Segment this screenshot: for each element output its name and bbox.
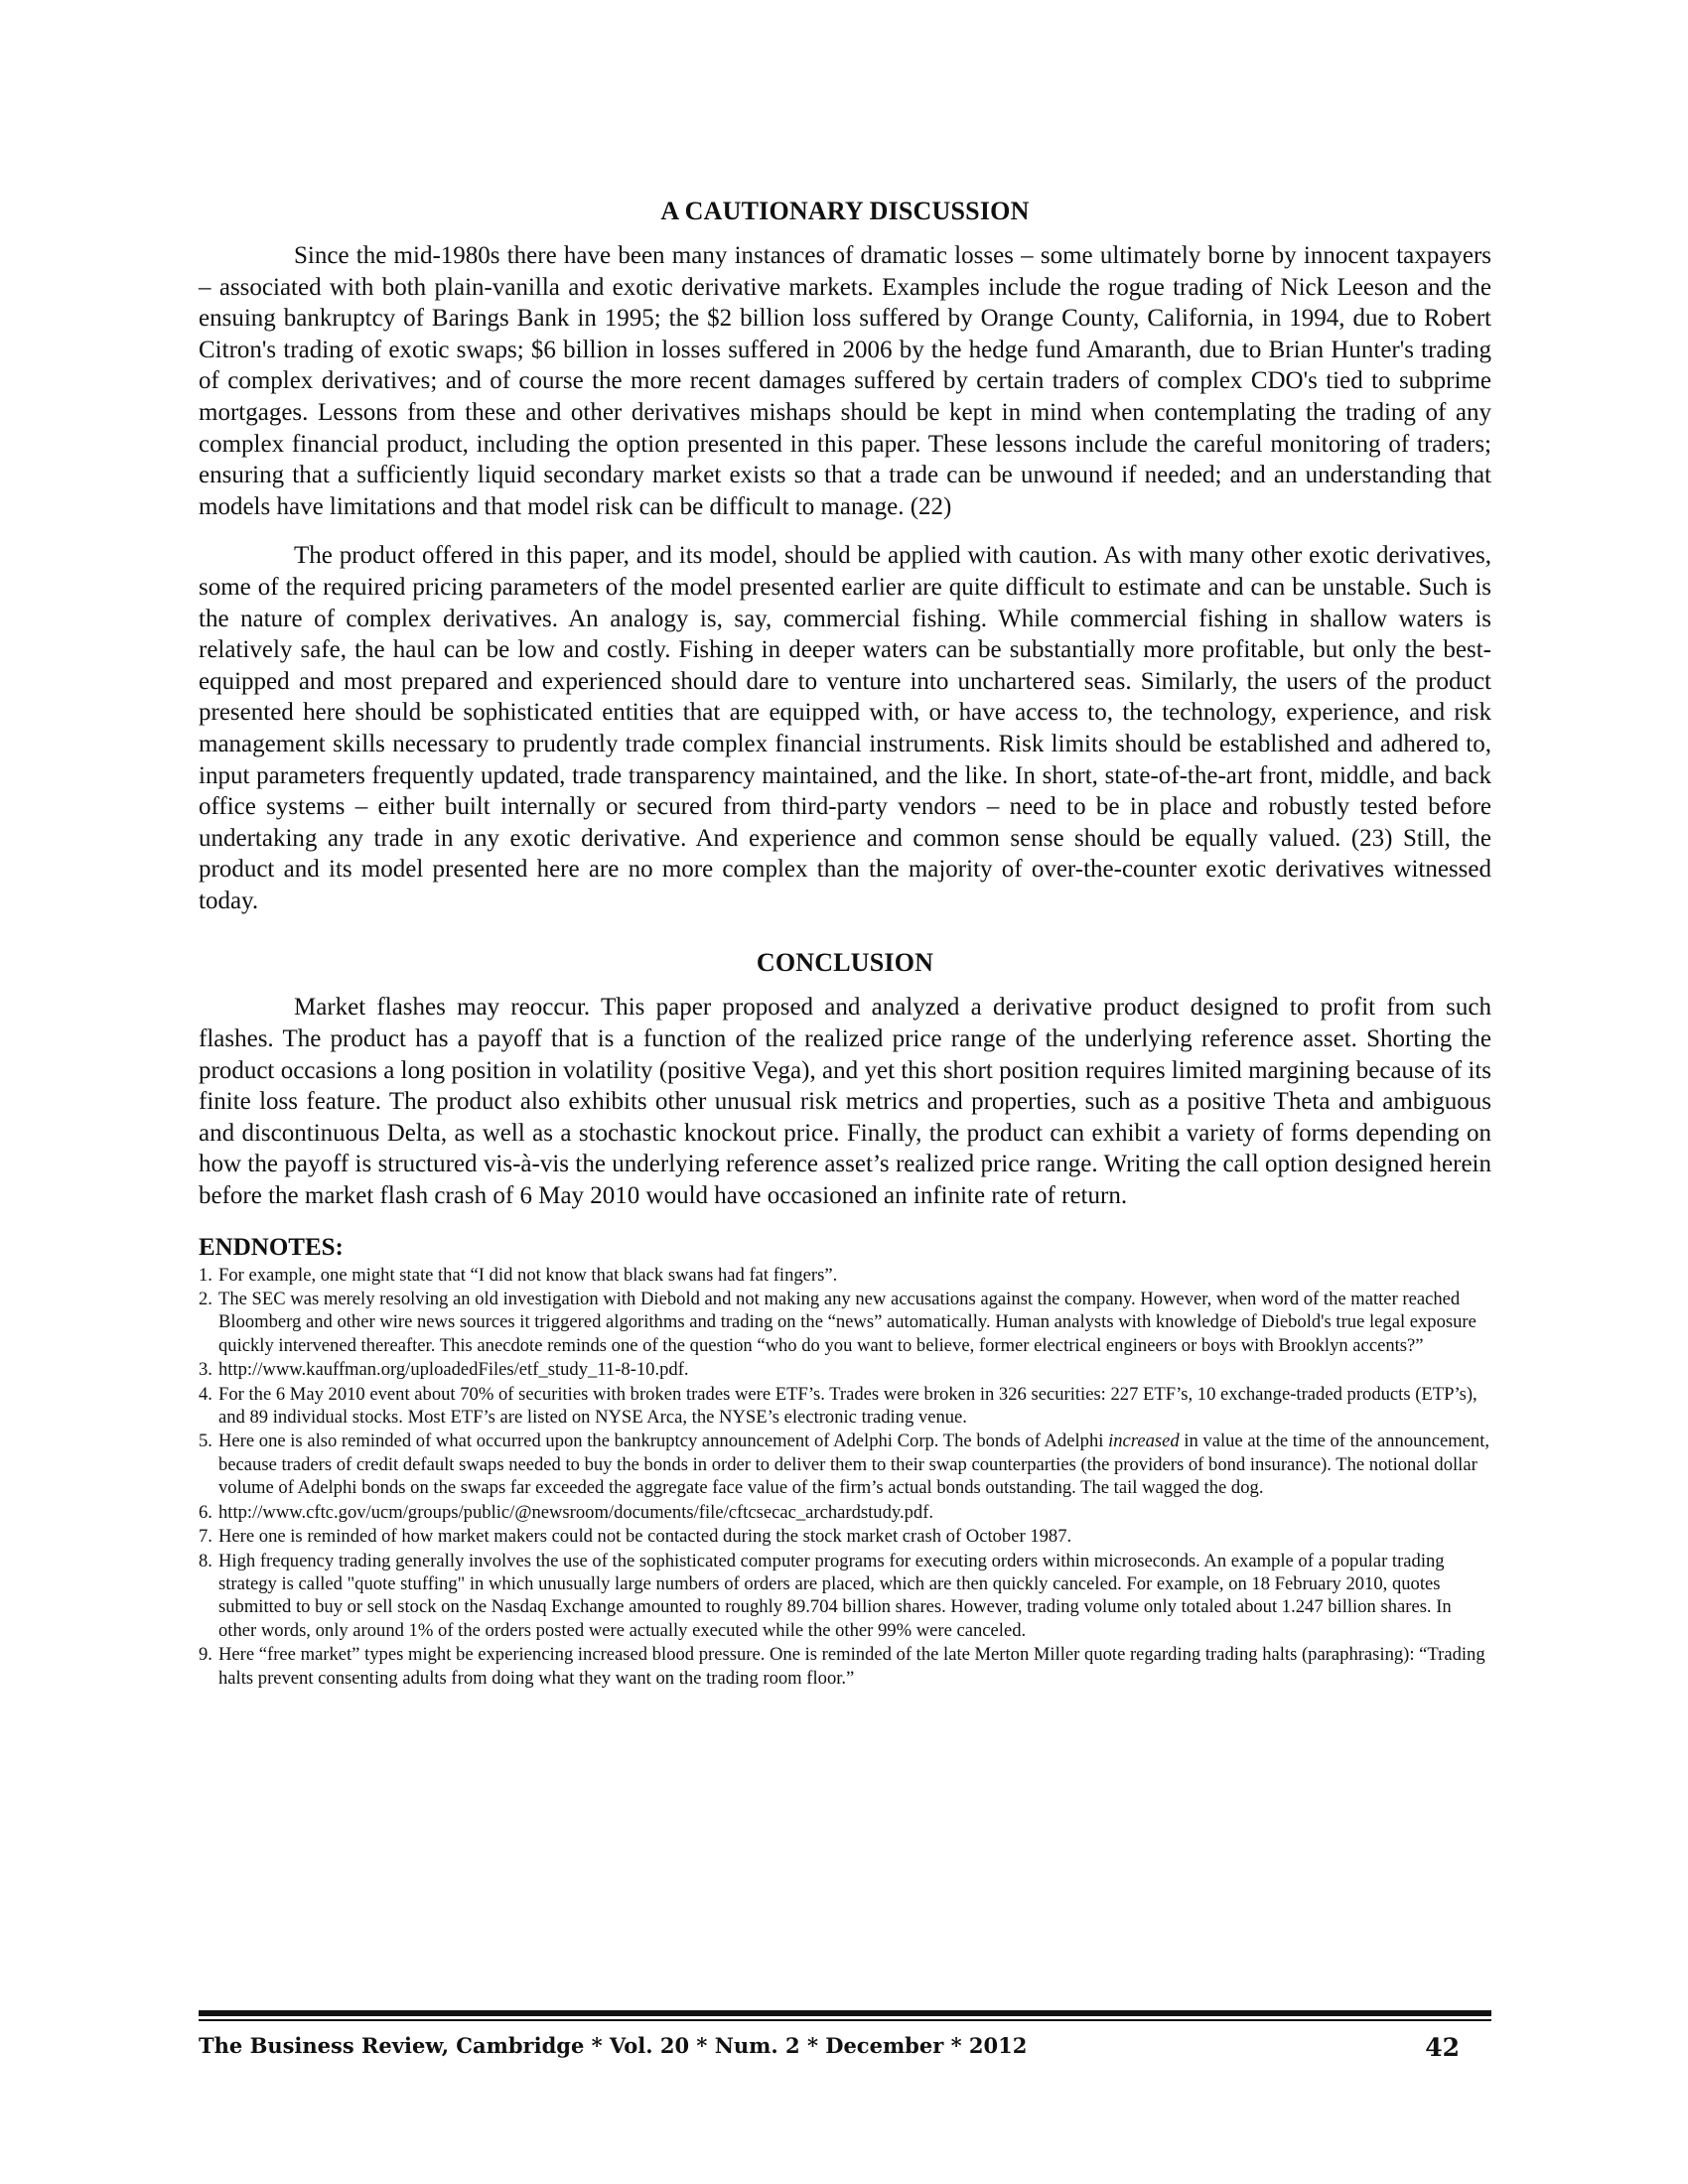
endnote-text: For example, one might state that “I did not know that black swans had fat fingers”. — [218, 1264, 838, 1286]
page-content — [199, 197, 1491, 1691]
endnote-number: 1. — [199, 1264, 212, 1286]
cautionary-paragraph-2: The product offered in this paper, and its model, should be applied with caution. As with many other exotic derivatives, some of the required pricing parameters of the model presented earlier are quite difficult to estimate and can be unstable. Such is the nature of complex derivatives. An analogy is, say, commercial fishing. While commercial fishing in shallow waters is relatively safe, the haul can be low and costly. Fishing in deeper waters can be substantially more profitable, but only the best-equipped and most prepared and experienced should dare to venture into unchartered seas. Similarly, the users of the product presented here should be sophisticated entities that are equipped with, or have access to, the technology, experience, and risk management skills necessary to prudently trade complex financial instruments. Risk limits should be established and adhered to, input parameters frequently updated, trade transparency maintained, and the like. In short, state-of-the-art front, middle, and back office systems – either built internally or secured from third-party vendors – need to be in place and robustly tested before undertaking any trade in any exotic derivative. And experience and common sense should be equally valued. (23) Still, the product and its model presented here are no more complex than the majority of over-the-counter exotic derivatives witnessed today. — [199, 542, 1491, 914]
endnote-number: 7. — [199, 1526, 212, 1548]
cautionary-paragraph-1: Since the mid-1980s there have been many instances of dramatic losses – some ultimately borne by innocent taxpayers – associated with both plain-vanilla and exotic derivative markets. Examples include the rogue trading of Nick Leeson and the ensuing bankruptcy of Barings Bank in 1995; the $2 billion loss suffered by Orange County, California, in 1994, due to Robert Citron's trading of exotic swaps; $6 billion in losses suffered in 2006 by the hedge fund Amaranth, due to Brian Hunter's trading of complex derivatives; and of course the more recent damages suffered by certain traders of complex CDO's tied to subprime mortgages. Lessons from these and other derivatives mishaps should be kept in mind when contemplating the trading of any complex financial product, including the option presented in this paper. These lessons include the careful monitoring of traders; ensuring that a sufficiently liquid secondary market exists so that a trade can be unwound if needed; and an understanding that models have limitations and that model risk can be difficult to manage. (22) — [199, 242, 1491, 520]
page-number: 42 — [1425, 2033, 1460, 2062]
page-footer — [199, 2033, 1460, 2062]
endnote-item — [199, 1430, 1491, 1499]
conclusion-heading: CONCLUSION — [756, 948, 934, 978]
endnote-item — [199, 1264, 1491, 1287]
endnote-item — [199, 1525, 1491, 1548]
endnote-item — [199, 1358, 1491, 1381]
endnote-text: For the 6 May 2010 event about 70% of securities with broken trades were ETF’s. Trades were broken in 326 securities: 227 ETF’s, 10 exchange-traded products (ETP’s), and 89 individual stocks. Most ETF’s are listed on NYSE Arca, the NYSE’s electronic trading venue. — [218, 1383, 1477, 1429]
endnote-text-end: in value at the time of the announcement, because traders of credit default swaps needed to buy the bonds in order to deliver them to their swap counterparties (the providers of bond insurance). The notional dollar volume of Adelphi bonds on the swaps far exceeded the aggregate face value of the firm’s actual bonds outstanding. The tail wagged the dog. — [218, 1431, 1490, 1499]
endnote-number: 8. — [199, 1550, 212, 1571]
conclusion-paragraph: Market flashes may reoccur. This paper proposed and analyzed a derivative product designed to profit from such flashes. The product has a payoff that is a function of the realized price range of the underlying reference asset. Shorting the product occasions a long position in volatility (positive Vega), and yet this short position requires limited margining because of its finite loss feature. The product also exhibits other unusual risk metrics and properties, such as a positive Theta and ambiguous and discontinuous Delta, as well as a stochastic knockout price. Finally, the product can exhibit a variety of forms depending on how the payoff is structured vis-à-vis the underlying reference asset’s realized price range. Writing the call option designed herein before the market flash crash of 6 May 2010 would have occasioned an infinite rate of return. — [199, 994, 1491, 1210]
footer-rule-thick — [199, 2010, 1491, 2016]
cautionary-heading: A CAUTIONARY DISCUSSION — [660, 197, 1030, 225]
endnote-link-text[interactable]: http://www.cftc.gov/ucm/groups/public/@newsroom/documents/file/cftcsecac_archardstudy.pdf. — [218, 1501, 934, 1523]
endnote-number: 5. — [199, 1431, 212, 1452]
endnote-text: High frequency trading generally involves the use of the sophisticated computer programs for executing orders within microseconds. An example of a popular trading strategy is called "quote stuffing" in which unusually large numbers of orders are placed, which are then quickly canceled. For example, on 18 February 2010, quotes submitted to buy or sell stock on the Nasdaq Exchange amounted to roughly 89.704 billion shares. However, trading volume only totaled about 1.247 billion shares. In other words, only around 1% of the orders posted were actually executed while the other 99% were canceled. — [218, 1550, 1452, 1641]
footer-rule-thin — [199, 2019, 1491, 2021]
spacer — [199, 934, 1491, 948]
endnote-number: 2. — [199, 1289, 212, 1310]
endnote-text: Here “free market” types might be experiencing increased blood pressure. One is reminded of the late Merton Miller quote regarding trading halts (paraphrasing): “Trading halts prevent consenting adults from doing what they want on the trading room floor.” — [218, 1644, 1485, 1689]
endnote-item — [199, 1288, 1491, 1357]
endnote-item — [199, 1643, 1491, 1690]
endnote-text-start: Here one is also reminded of what occurred upon the bankruptcy announcement of Adelphi Corp. The bonds of Adelphi — [218, 1431, 1109, 1452]
journal-citation: The Business Review, Cambridge * Vol. 20 * Num. 2 * December * 2012 — [199, 2033, 1028, 2058]
endnote-link-text[interactable]: http://www.kauffman.org/uploadedFiles/etf_study_11-8-10.pdf. — [218, 1359, 689, 1381]
endnote-item — [199, 1383, 1491, 1430]
endnotes-list — [199, 1264, 1491, 1690]
endnote-number: 6. — [199, 1501, 212, 1523]
endnotes-title: ENDNOTES: — [199, 1233, 344, 1261]
endnote-emphasis: increased — [1108, 1431, 1180, 1452]
endnote-item — [199, 1501, 1491, 1524]
endnote-item — [199, 1550, 1491, 1643]
endnote-text: Here one is reminded of how market makers could not be contacted during the stock market crash of October 1987. — [218, 1526, 1072, 1548]
endnote-number: 9. — [199, 1644, 212, 1666]
endnote-number: 3. — [199, 1359, 212, 1381]
endnote-text: The SEC was merely resolving an old investigation with Diebold and not making any new accusations against the company. However, when word of the matter reached Bloomberg and other wire news sources it triggered algorithms and trading on the “news” automatically. Human analysts with knowledge of Diebold's true legal exposure quickly intervened thereafter. This anecdote reminds one of the question “who do you want to believe, former electrical engineers or boys with Brooklyn accents?” — [218, 1289, 1477, 1356]
endnote-number: 4. — [199, 1383, 212, 1405]
